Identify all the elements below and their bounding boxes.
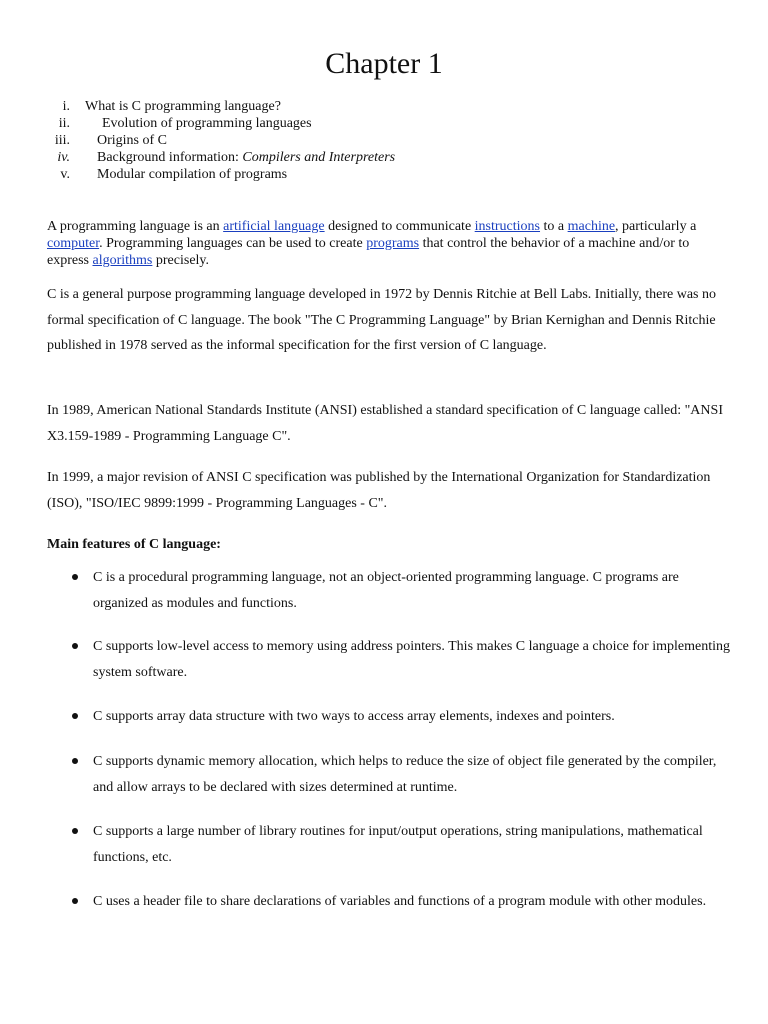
toc-item [0, 166, 768, 183]
toc-text: Origins of C [97, 133, 167, 148]
toc-item [0, 132, 768, 149]
list-item [93, 749, 733, 801]
bullet-icon [72, 758, 78, 764]
toc-number: v. [60, 167, 70, 182]
link-algorithms[interactable]: algorithms [92, 253, 153, 268]
toc-number: iii. [54, 133, 70, 148]
table-of-contents [0, 98, 768, 183]
toc-number: i. [62, 99, 70, 114]
text-run: that control the behavior of a machine and/or to express [47, 236, 690, 268]
list-item [93, 704, 733, 730]
text-run: to a [540, 219, 568, 234]
toc-item [0, 98, 768, 115]
toc-text [97, 149, 395, 166]
feature-text: C uses a header file to share declarations of variables and functions of a program module with other modules. [93, 894, 707, 909]
paragraph-ansi: In 1989, American National Standards Institute (ANSI) established a standard specification of C language called: "ANSI X3.159-1989 - Programming Language C". [47, 403, 723, 444]
feature-text: C is a procedural programming language, not an object-oriented programming language. C programs are organized as modules and functions. [93, 570, 679, 611]
toc-text-italic: Compilers and Interpreters [242, 150, 396, 165]
toc-item [0, 115, 768, 132]
toc-number: iv. [57, 150, 70, 165]
features-heading: Main features of C language: [47, 537, 221, 552]
toc-item [0, 149, 768, 166]
list-item [93, 889, 733, 915]
feature-text: C supports array data structure with two ways to access array elements, indexes and pointers. [93, 709, 615, 724]
link-machine[interactable]: machine [567, 219, 616, 234]
text-run: A programming language is an [47, 219, 224, 234]
bullet-icon [72, 828, 78, 834]
text-run: . Programming languages can be used to create [99, 236, 367, 251]
link-artificial-language[interactable]: artificial language [223, 219, 325, 234]
toc-text: What is C programming language? [85, 99, 281, 114]
feature-text: C supports a large number of library routines for input/output operations, string manipulations, mathematical functions, etc. [93, 824, 703, 865]
bullet-icon [72, 713, 78, 719]
toc-text: Modular compilation of programs [97, 167, 288, 182]
feature-text: C supports dynamic memory allocation, which helps to reduce the size of object file generated by the compiler, and allow arrays to be declared with sizes determined at runtime. [93, 754, 717, 795]
list-item [93, 634, 733, 686]
toc-text-plain: Background information: [97, 150, 243, 165]
link-instructions[interactable]: instructions [474, 219, 541, 234]
bullet-icon [72, 643, 78, 649]
link-programs[interactable]: programs [366, 236, 420, 251]
toc-number: ii. [58, 116, 70, 131]
intro-paragraph [47, 218, 727, 269]
list-item [93, 565, 733, 617]
toc-text: Evolution of programming languages [102, 116, 312, 131]
bullet-icon [72, 574, 78, 580]
feature-text: C supports low-level access to memory using address pointers. This makes C language a choice for implementing system software. [93, 639, 730, 680]
text-run: designed to communicate [324, 219, 475, 234]
list-item [93, 819, 733, 871]
paragraph-iso: In 1999, a major revision of ANSI C specification was published by the International Organization for Standardization (ISO), "ISO/IEC 9899:1999 - Programming Languages - C". [47, 470, 711, 511]
paragraph-c-history: C is a general purpose programming language developed in 1972 by Dennis Ritchie at Bell Labs. Initially, there was no formal specification of C language. The book "The C Programming Language" by Brian Kernighan and Dennis Ritchie published in 1978 served as the informal specification for the first version of C language. [47, 287, 716, 353]
bullet-icon [72, 898, 78, 904]
chapter-title: Chapter 1 [325, 47, 443, 80]
text-run: precisely. [152, 253, 210, 268]
link-computer[interactable]: computer [47, 236, 100, 251]
text-run: , particularly a [615, 219, 697, 234]
